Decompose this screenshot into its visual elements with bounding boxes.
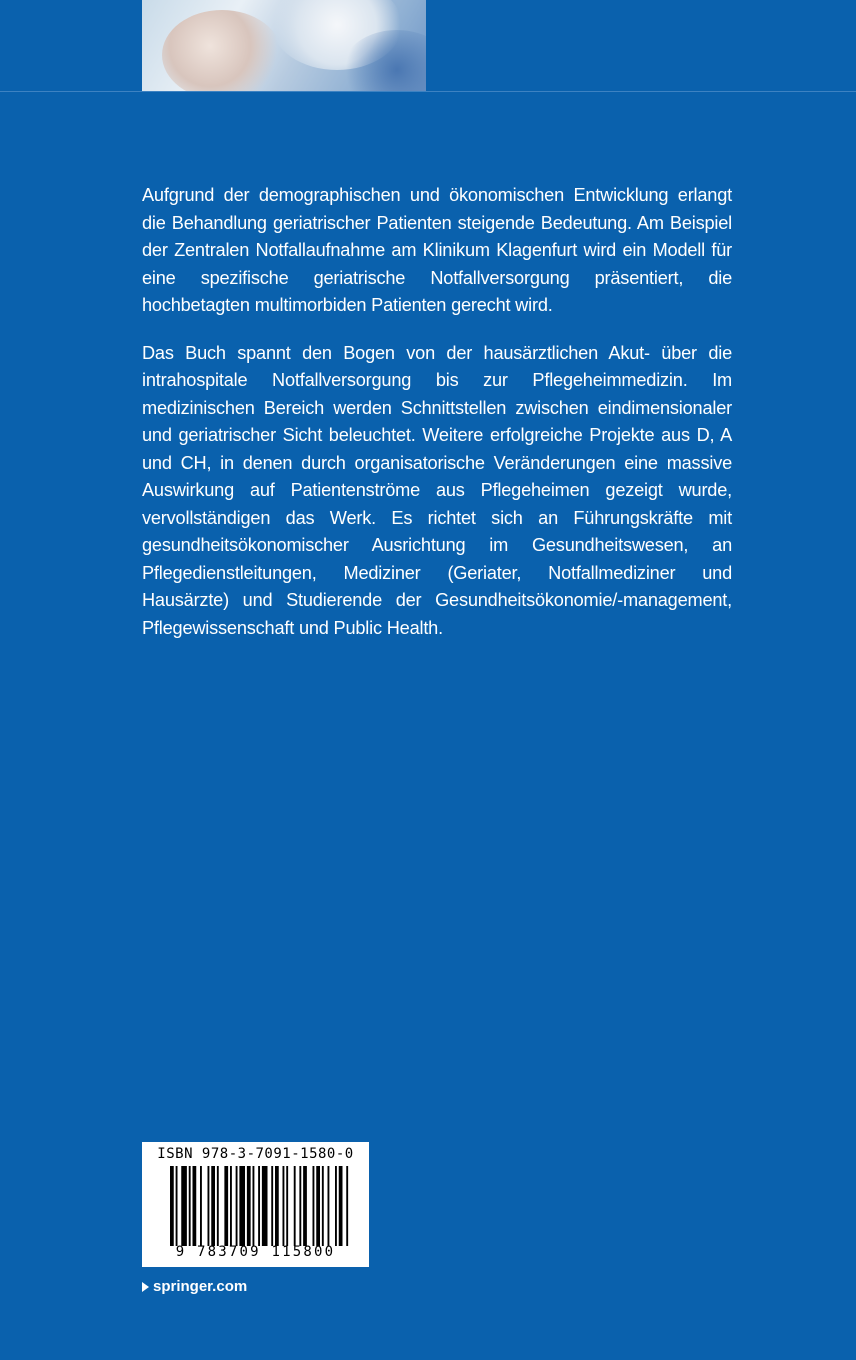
cover-photo bbox=[142, 0, 426, 92]
divider bbox=[0, 91, 856, 92]
blurb-paragraph: Aufgrund der demographischen und ökonomischen Entwicklung erlangt die Behandlung geriatrischer Patienten steigende Bedeutung. Am Beispiel der Zentralen Notfallaufnahme am Klinikum Klagenfurt wird ein Modell für eine spezifische geriatrische Notfallversorgung präsentiert, die hochbetagten multimorbiden Patienten gerecht wird. bbox=[142, 185, 732, 315]
publisher-link[interactable] bbox=[142, 1278, 247, 1295]
barcode bbox=[170, 1166, 350, 1246]
back-cover-blurb bbox=[142, 182, 732, 662]
publisher-link-label: springer.com bbox=[153, 1278, 248, 1295]
barcode-digits: 9 783709 115800 bbox=[175, 1244, 336, 1260]
isbn-label: ISBN 978-3-7091-1580-0 bbox=[157, 1146, 354, 1162]
arrow-right-icon bbox=[142, 1282, 149, 1292]
isbn-barcode-box bbox=[142, 1142, 369, 1267]
blurb-paragraph: Das Buch spannt den Bogen von der hausärztlichen Akut- über die intrahospitale Notfallversorgung bis zur Pflegeheimmedizin. Im medizinischen Bereich werden Schnittstellen zwischen eindimensionaler und geriatrischer Sicht beleuchtet. Weitere erfolgreiche Projekte aus D, A und CH, in denen durch organisatorische Veränderungen eine massive Auswirkung auf Patientenströme aus Pflegeheimen gezeigt wurde, vervollständigen das Werk. Es richtet sich an Führungskräfte mit gesundheitsökonomischer Ausrichtung im Gesundheitswesen, an Pflegedienstleitungen, Mediziner (Geriater, Notfallmediziner und Hausärzte) und Studierende der Gesundheitsökonomie/-management, Pflegewissenschaft und Public Health. bbox=[142, 342, 732, 638]
